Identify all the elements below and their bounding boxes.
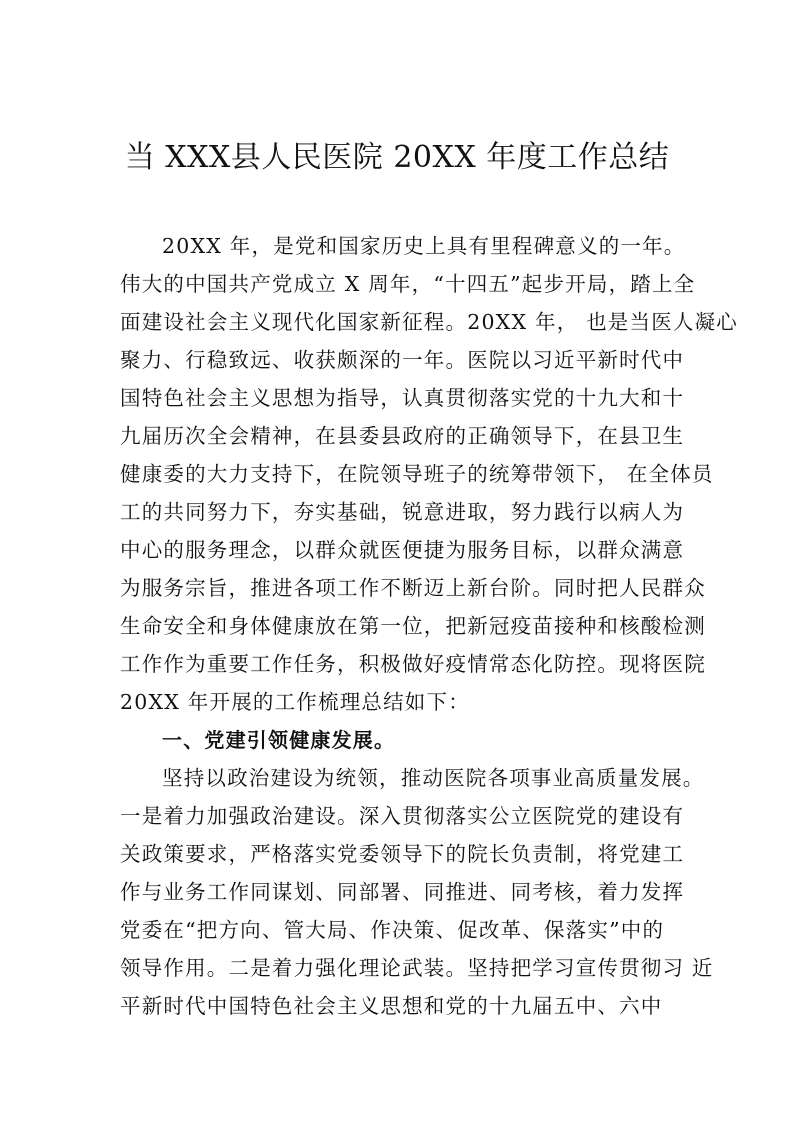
paragraph-line: 九届历次全会精神，在县委县政府的正确领导下，在县卫生 — [120, 424, 685, 448]
section-heading: 一、党建引领健康发展。 — [162, 728, 396, 752]
paragraph-line: 关政策要求，严格落实党委领导下的院长负责制，将党建工 — [120, 842, 685, 866]
paragraph-line: 领导作用。二是着力强化理论武装。坚持把学习宣传贯彻习 近 — [120, 956, 714, 980]
paragraph-line: 党委在“把方向、管大局、作决策、促改革、保落实”中的 — [120, 918, 665, 942]
paragraph-line: 作与业务工作同谋划、同部署、同推进、同考核，着力发挥 — [120, 880, 685, 904]
document-title: 当 XXX县人民医院 20XX 年度工作总结 — [124, 140, 670, 175]
paragraph-line: 国特色社会主义思想为指导，认真贯彻落实党的十九大和十 — [120, 386, 685, 410]
paragraph-line: 聚力、行稳致远、收获颇深的一年。医院以习近平新时代中 — [120, 348, 685, 372]
paragraph-line: 伟大的中国共产党成立 X 周年，“十四五”起步开局，踏上全 — [120, 272, 696, 296]
paragraph-line: 工的共同努力下，夯实基础，锐意进取，努力践行以病人为 — [120, 500, 685, 524]
paragraph-line: 为服务宗旨，推进各项工作不断迈上新台阶。同时把人民群众 — [120, 576, 706, 600]
paragraph-line: 20XX 年开展的工作梳理总结如下： — [120, 690, 470, 714]
paragraph-line: 一是着力加强政治建设。深入贯彻落实公立医院党的建设有 — [120, 804, 685, 828]
paragraph-line: 面建设社会主义现代化国家新征程。20XX 年， 也是当医人凝心 — [120, 310, 739, 334]
paragraph-line: 工作作为重要工作任务，积极做好疫情常态化防控。现将医院 — [120, 652, 706, 676]
paragraph-line: 中心的服务理念，以群众就医便捷为服务目标，以群众满意 — [120, 538, 685, 562]
paragraph-line: 健康委的大力支持下，在院领导班子的统筹带领下， 在全体员 — [120, 462, 714, 486]
paragraph-line: 平新时代中国特色社会主义思想和党的十九届五中、六中 — [120, 994, 663, 1018]
paragraph-line: 20XX 年，是党和国家历史上具有里程碑意义的一年。 — [162, 234, 686, 258]
paragraph-line: 坚持以政治建设为统领，推动医院各项事业高质量发展。 — [162, 766, 705, 790]
paragraph-line: 生命安全和身体健康放在第一位，把新冠疫苗接种和核酸检测 — [120, 614, 706, 638]
